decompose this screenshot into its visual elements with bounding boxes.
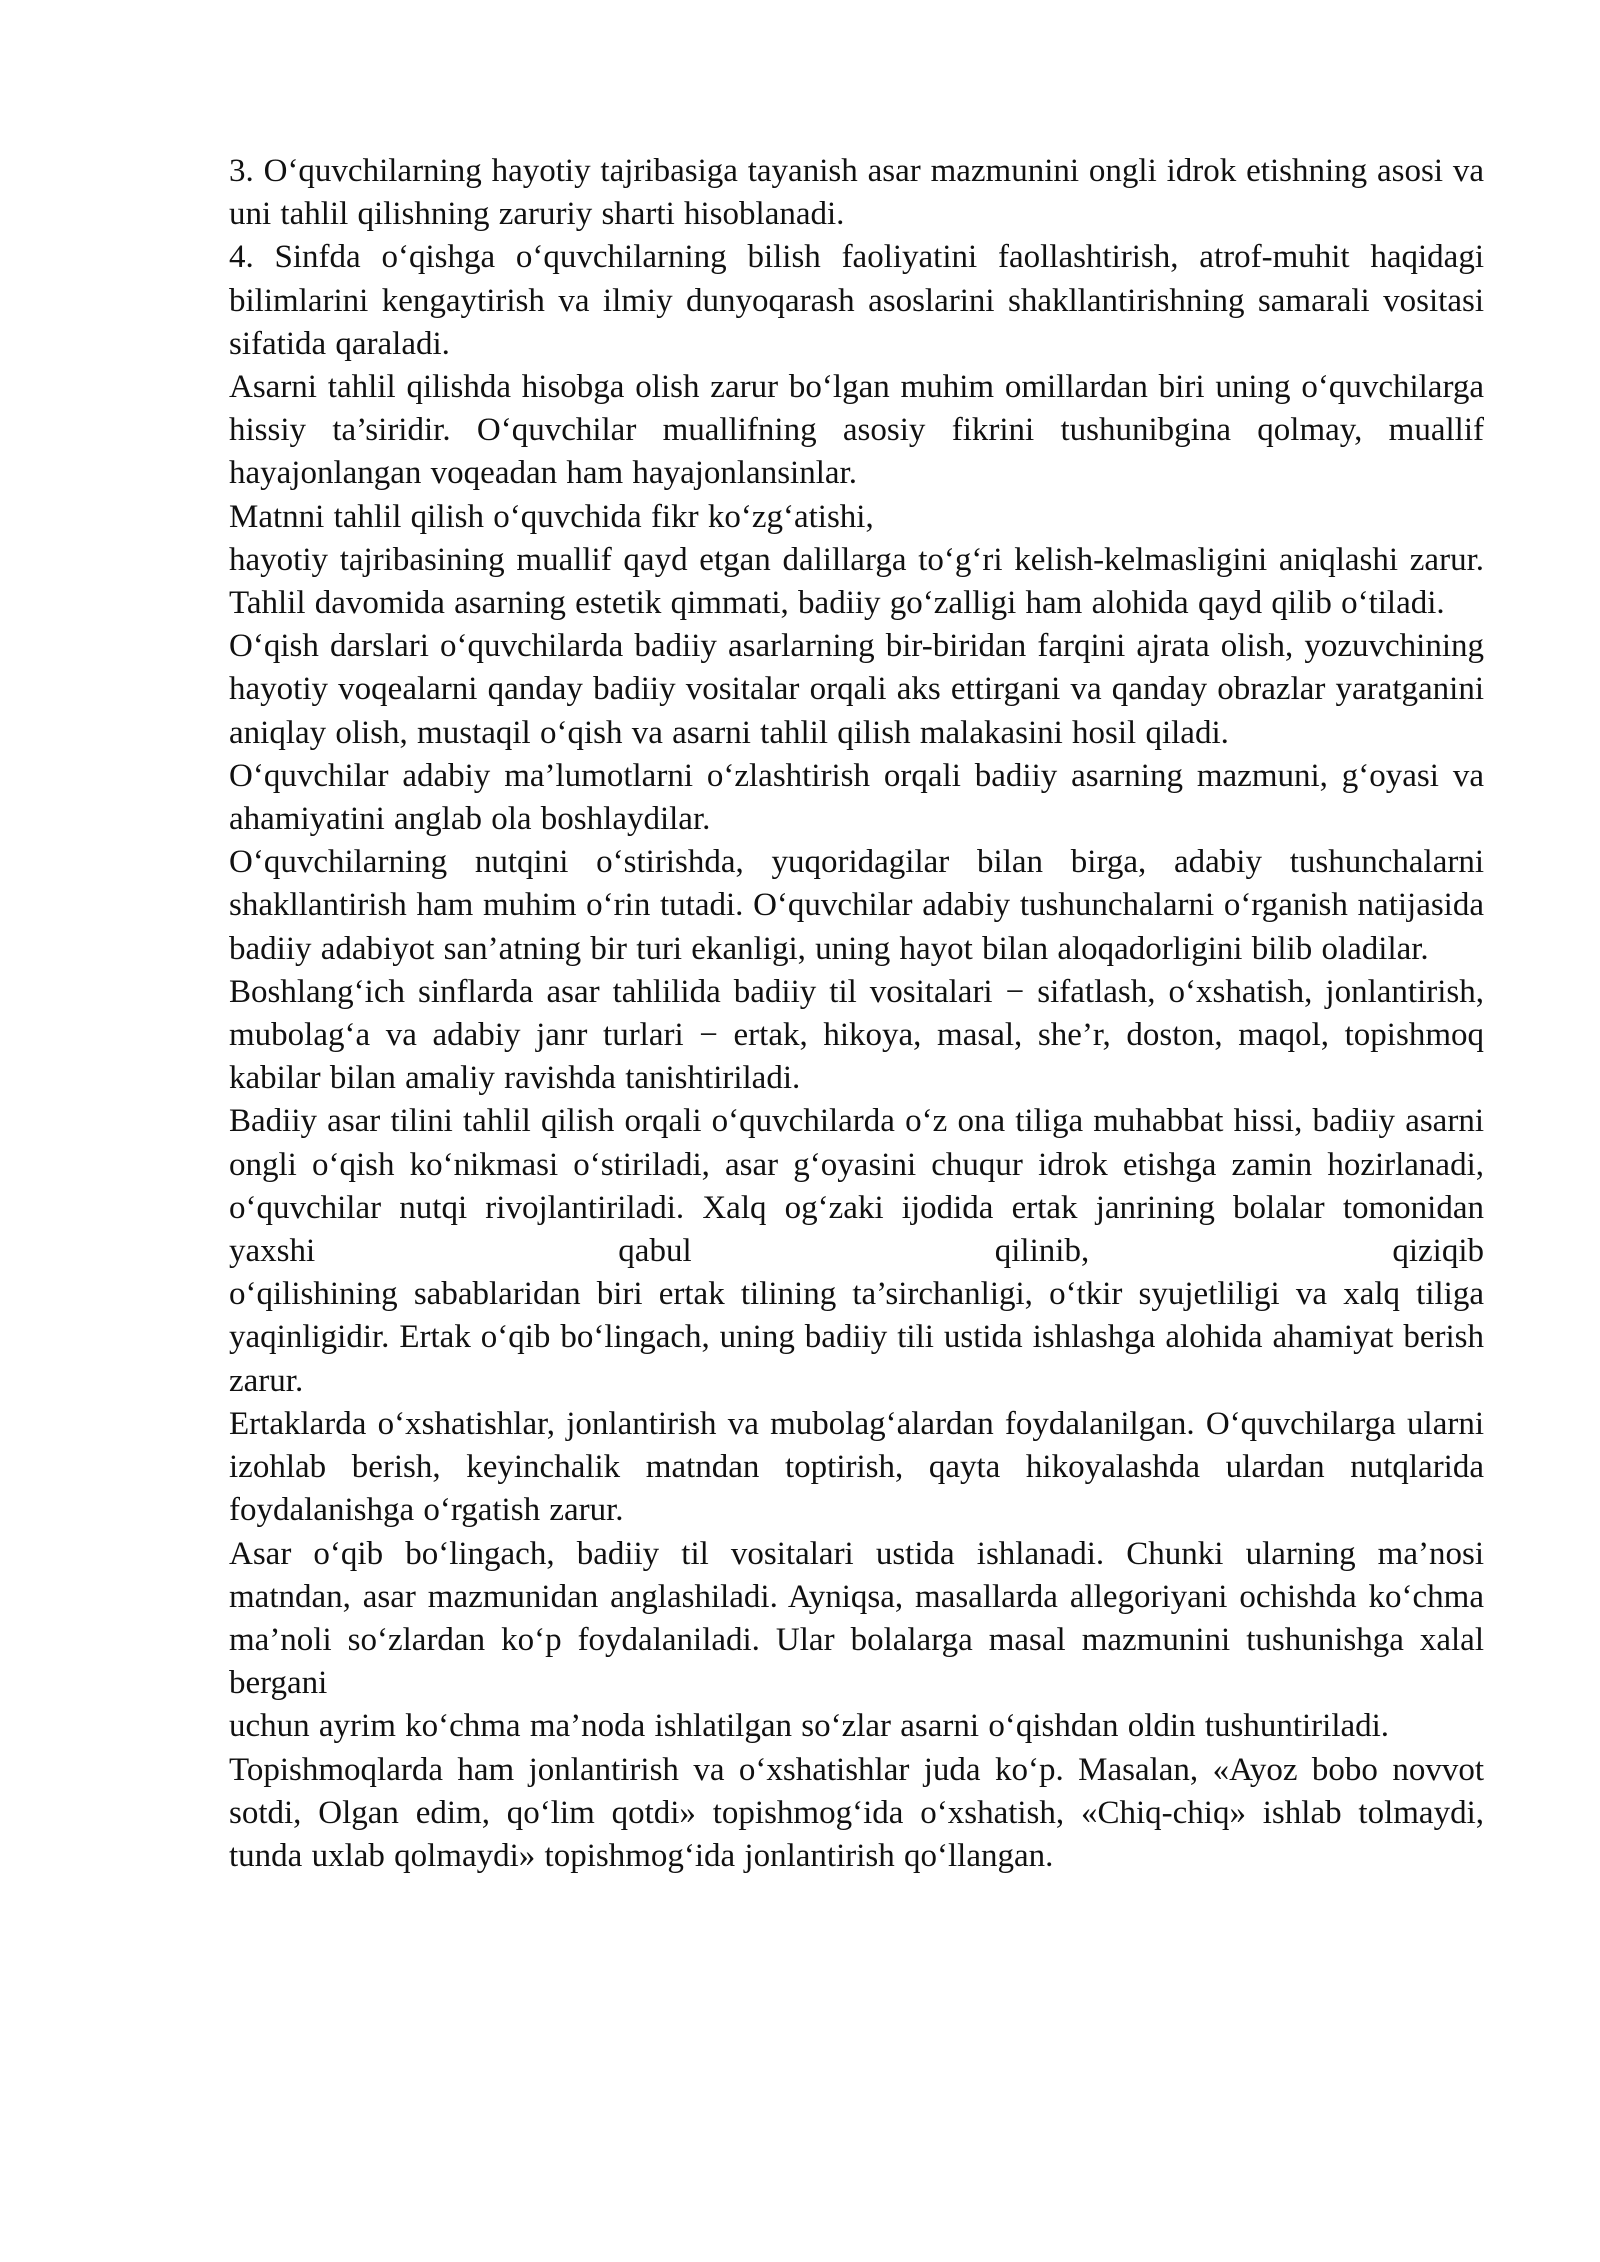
paragraph-4: Matnni tahlil qilish o‘quvchida fikr ko‘zg‘atishi, bbox=[229, 498, 874, 535]
paragraph-3: Asarni tahlil qilishda hisobga olish zarur bo‘lgan muhim omillardan biri uning o‘quvchilarga hissiy ta’siridir. O‘quvchilar muallifning asosiy fikrini tushunibgina qolmay, muallif hayajonlangan voqeadan ham hayajonlansinlar. bbox=[229, 369, 1484, 492]
document-body bbox=[229, 150, 1484, 1878]
paragraph-14: uchun ayrim ko‘chma ma’noda ishlatilgan so‘zlar asarni o‘qishdan oldin tushuntiriladi. bbox=[229, 1708, 1390, 1745]
paragraph-7: O‘quvchilar adabiy ma’lumotlarni o‘zlashtirish orqali badiiy asarning mazmuni, g‘oyasi va ahamiyatini anglab ola boshlaydilar. bbox=[229, 757, 1484, 838]
paragraph-5: hayotiy tajribasining muallif qayd etgan dalillarga to‘g‘ri kelish-kelmasligini aniqlashi zarur. Tahlil davomida asarning estetik qimmati, badiiy go‘zalligi ham alohida qayd qilib o‘tiladi. bbox=[229, 541, 1484, 622]
paragraph-10: Badiiy asar tilini tahlil qilish orqali o‘quvchilarda o‘z ona tiliga muhabbat hissi, badiiy asarni ongli o‘qish ko‘nikmasi o‘stiriladi, asar g‘oyasini chuqur idrok etishga zamin hozirlanadi, o‘quvchilar nutqi rivojlantiriladi. Xalq og‘zaki ijodida ertak janrining bolalar tomonidan yaxshi qabul qilinib, qiziqib bbox=[229, 1103, 1484, 1270]
paragraph-8: O‘quvchilarning nutqini o‘stirishda, yuqoridagilar bilan birga, adabiy tushunchalarni shakllantirish ham muhim o‘rin tutadi. O‘quvchilar adabiy tushunchalarni o‘rganish natijasida badiiy adabiyot san’atning bir turi ekanligi, uning hayot bilan aloqadorligini bilib oladilar. bbox=[229, 844, 1484, 967]
paragraph-11: o‘qilishining sabablaridan biri ertak tilining ta’sirchanligi, o‘tkir syujetliligi va xalq tiliga yaqinligidir. Ertak o‘qib bo‘lingach, uning badiiy tili ustida ishlashga alohida ahamiyat berish zarur. bbox=[229, 1276, 1484, 1399]
paragraph-2: 4. Sinfda o‘qishga o‘quvchilarning bilish faoliyatini faollashtirish, atrof-muhit haqidagi bilimlarini kengaytirish va ilmiy dunyoqarash asoslarini shakllantirishning samarali vositasi sifatida qaraladi. bbox=[229, 239, 1484, 362]
paragraph-1: 3. O‘quvchilarning hayotiy tajribasiga tayanish asar mazmunini ongli idrok etishning asosi va uni tahlil qilishning zaruriy sharti hisoblanadi. bbox=[229, 153, 1484, 233]
paragraph-15: Topishmoqlarda ham jonlantirish va o‘xshatishlar juda ko‘p. Masalan, «Ayoz bobo novvot sotdi, Olgan edim, qo‘lim qotdi» topishmog‘ida o‘xshatish, «Chiq-chiq» ishlab tolmaydi, tunda uxlab qolmaydi» topishmog‘ida jonlantirish qo‘llangan. bbox=[229, 1751, 1484, 1874]
paragraph-9: Boshlang‘ich sinflarda asar tahlilida badiiy til vositalari − sifatlash, o‘xshatish, jonlantirish, mubolag‘a va adabiy janr turlari − ertak, hikoya, masal, she’r, doston, maqol, topishmoq kabilar bilan amaliy ravishda tanishtiriladi. bbox=[229, 973, 1484, 1097]
paragraph-13: Asar o‘qib bo‘lingach, badiiy til vositalari ustida ishlanadi. Chunki ularning ma’nosi matndan, asar mazmunidan anglashiladi. Ayniqsa, masallarda allegoriyani ochishda ko‘chma ma’noli so‘zlardan ko‘p foydalaniladi. Ular bolalarga masal mazmunini tushunishga xalal bergani bbox=[229, 1535, 1484, 1702]
paragraph-6: O‘qish darslari o‘quvchilarda badiiy asarlarning bir-biridan farqini ajrata olish, yozuvchining hayotiy voqealarni qanday badiiy vositalar orqali aks ettirgani va qanday obrazlar yaratganini aniqlay olish, mustaqil o‘qish va asarni tahlil qilish malakasini hosil qiladi. bbox=[229, 628, 1484, 751]
paragraph-12: Ertaklarda o‘xshatishlar, jonlantirish va mubolag‘alardan foydalanilgan. O‘quvchilarga ularni izohlab berish, keyinchalik matndan toptirish, qayta hikoyalashda ulardan nutqlarida foydalanishga o‘rgatish zarur. bbox=[229, 1405, 1484, 1529]
